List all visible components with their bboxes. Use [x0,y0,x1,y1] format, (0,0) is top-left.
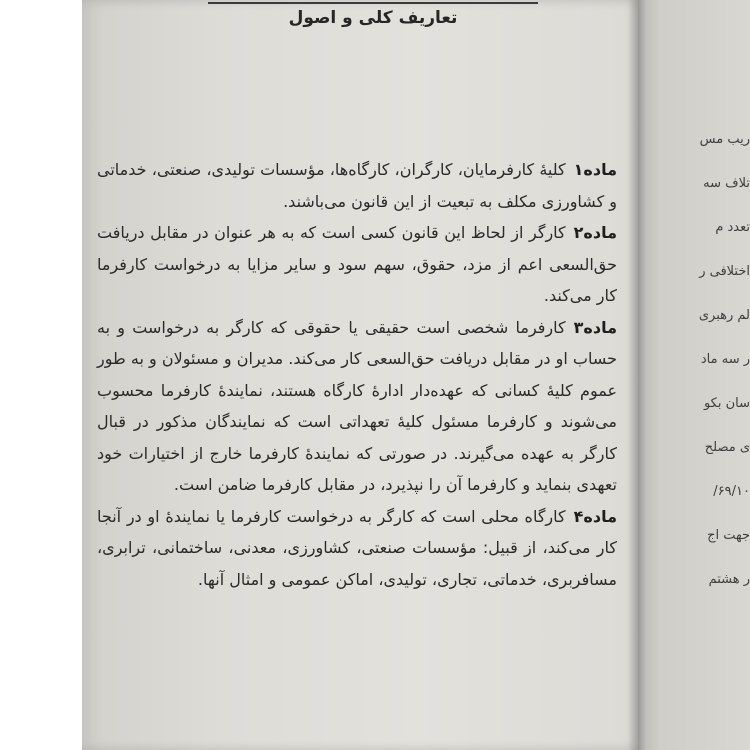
article-4 [97,501,617,596]
article-3-label: ماده۳ [573,317,617,337]
article-2 [97,217,617,312]
body-text [97,154,617,595]
adjacent-fragment: ریب مس [699,132,750,147]
article-1-text: کلیهٔ کارفرمایان، کارگران، کارگاه‌ها، مؤسسات تولیدی، صنعتی، خدماتی و کشاورزی مکلف به تبعیت از این قانون می‌باشند. [97,160,617,211]
adjacent-fragment: ۶۹/۱۰/ [713,484,750,499]
article-3 [97,312,617,501]
article-2-text: کارگر از لحاظ این قانون کسی است که به هر عنوان در مقابل دریافت حق‌السعی اعم از مزد، حقوق، سهم سود و سایر مزایا به درخواست کارفرما کار می‌کند. [97,223,617,305]
article-1 [97,154,617,217]
article-4-text: کارگاه محلی است که کارگر به درخواست کارفرما یا نمایندهٔ او در آنجا کار می‌کند، از قبیل: مؤسسات صنعتی، کشاورزی، معدنی، ساختمانی، ترابری، مسافربری، خدماتی، تجاری، تولیدی، اماکن عمومی و امثال آنها. [97,506,617,589]
article-3-text: کارفرما شخصی است حقیقی یا حقوقی که کارگر به درخواست و به حساب او در مقابل دریافت حق‌السعی کار می‌کند. مدیران و مسئولان و به طور عموم کلیهٔ کسانی که عهده‌دار ادارهٔ کارگاه هستند، نمایندهٔ کارفرما محسوب می‌شوند و کارفرما مسئول کلیهٔ تعهداتی است که نمایندگان مذکور در قبال کارگر به عهده می‌گیرند. در صورتی که نمایندهٔ کارفرما خارج از اختیارات خود تعهدی بنماید و کارفرما آن را نپذیرد، در مقابل کارفرما ضامن است. [97,317,617,494]
article-2-label: ماده۲ [573,223,617,242]
header-rule [208,2,538,4]
article-1-label: ماده۱ [573,160,617,179]
adjacent-fragment: اختلافی ر [699,264,750,279]
article-4-label: ماده۴ [573,506,617,526]
adjacent-page-text [650,118,750,602]
adjacent-fragment: سان بکو [703,396,750,411]
page-gutter-shadow [628,0,646,750]
adjacent-fragment: لم رهبری [698,308,750,323]
chapter-title: تعاریف کلی و اصول [288,8,458,28]
adjacent-fragment: ر هشتم [708,572,750,587]
adjacent-fragment: تلاف سه [703,176,750,191]
adjacent-fragment: تعدد م [715,220,750,235]
adjacent-fragment: ر سه ماد [700,352,750,367]
adjacent-fragment: ی مصلح [704,440,750,455]
adjacent-fragment: جهت اج [707,528,750,543]
